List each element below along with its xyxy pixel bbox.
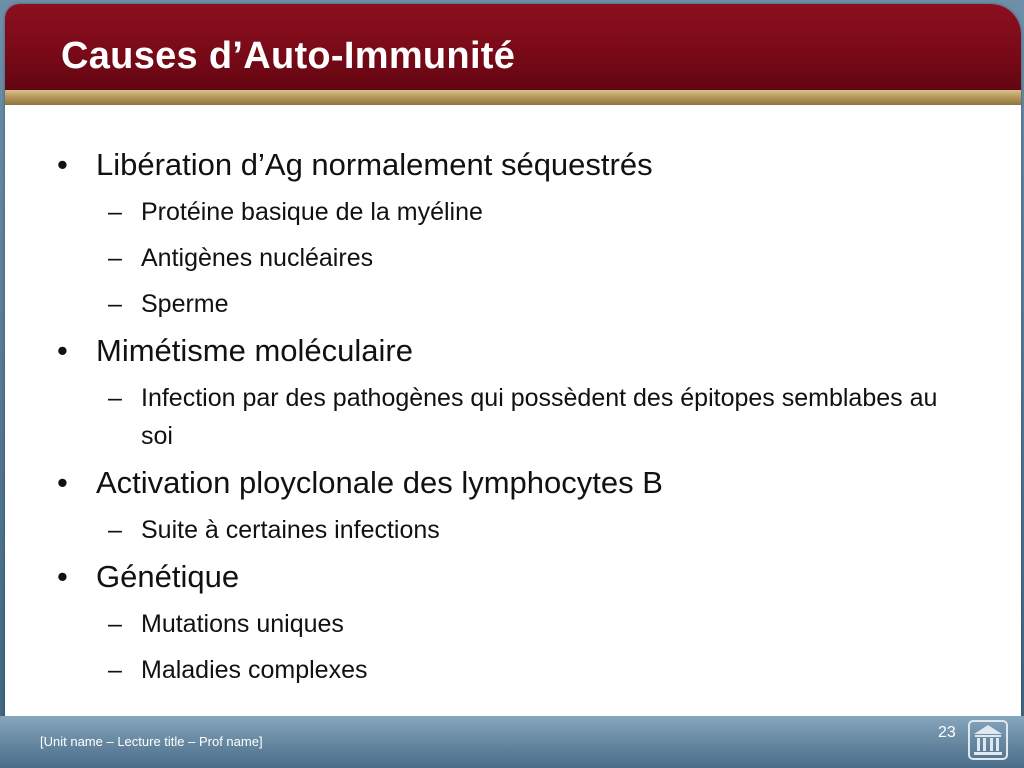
bullet-marker: •	[57, 147, 68, 182]
dash-marker: –	[108, 198, 122, 226]
bullet-marker: •	[57, 465, 68, 500]
sub-list-item	[52, 285, 992, 323]
footer-text: [Unit name – Lecture title – Prof name]	[40, 734, 263, 749]
bullet-marker: •	[57, 333, 68, 368]
list-item	[52, 145, 992, 185]
sub-list-item-text: Suite à certaines infections	[141, 516, 440, 544]
list-item-text: Mimétisme moléculaire	[96, 333, 413, 368]
sub-list-item	[52, 605, 992, 643]
list-item	[52, 557, 992, 597]
dash-marker: –	[108, 384, 122, 412]
sub-list-item	[52, 379, 951, 455]
sub-list-item-text: Maladies complexes	[141, 656, 368, 684]
sub-list-item-text: Protéine basique de la myéline	[141, 198, 483, 226]
sub-list-item-text: Antigènes nucléaires	[141, 244, 374, 272]
dash-marker: –	[108, 516, 122, 544]
sub-list-item-text: Sperme	[141, 290, 229, 318]
page-number: 23	[938, 724, 956, 741]
sub-list-item	[52, 651, 992, 689]
sub-list-item	[52, 239, 992, 277]
dash-marker: –	[108, 290, 122, 318]
dash-marker: –	[108, 244, 122, 272]
sub-list-item-text: Infection par des pathogènes qui possèdent des épitopes semblabes au soi	[141, 384, 938, 450]
dash-marker: –	[108, 610, 122, 638]
title-underline-band	[5, 90, 1021, 105]
sub-list-item-text: Mutations uniques	[141, 610, 344, 638]
list-item-text: Génétique	[96, 559, 240, 594]
list-item	[52, 463, 992, 503]
sub-list-item	[52, 193, 992, 231]
university-building-icon	[968, 720, 1008, 760]
slide-title: Causes d’Auto-Immunité	[61, 35, 516, 77]
bullet-marker: •	[57, 559, 68, 594]
bullet-list	[52, 145, 992, 697]
list-item-text: Activation ployclonale des lymphocytes B	[96, 465, 663, 500]
list-item-text: Libération d’Ag normalement séquestrés	[96, 147, 653, 182]
list-item	[52, 331, 992, 371]
sub-list-item	[52, 511, 992, 549]
dash-marker: –	[108, 656, 122, 684]
